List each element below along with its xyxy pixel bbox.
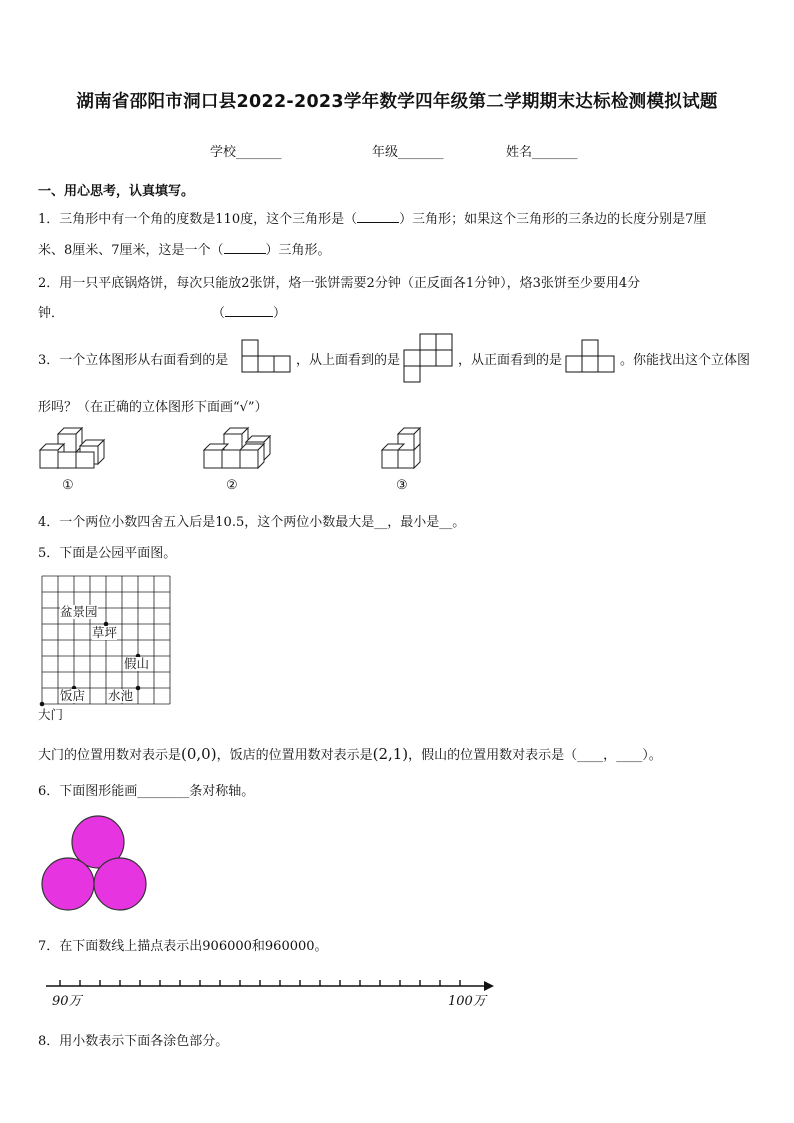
circle-bottom-right [94, 858, 146, 910]
q4-min-blank[interactable]: __ [439, 515, 453, 530]
front-view-figure [564, 338, 618, 374]
option-2-label: ② [226, 478, 238, 493]
q5-text-c: ，饭店的位置用数对表示是 [216, 748, 373, 763]
q5-comma: ， [603, 748, 617, 763]
question-1-line-2 [38, 239, 331, 258]
q5-text-e: ）。 [642, 748, 662, 763]
map-label-caoping: 草坪 [92, 625, 118, 640]
question-2-line-1: 2．用一只平底锅烙饼，每次只能放2张饼，烙一张饼需要2分钟（正反面各1分钟），烙3张饼至少要用4分 [38, 276, 641, 291]
q5-text-d: ，假山的位置用数对表示是（ [408, 748, 578, 763]
q4-text-b: ，最小是 [387, 515, 440, 530]
q7-text: 7．在下面数线上描点表示出906000和960000。 [38, 939, 328, 954]
section-heading: 一、用心思考，认真填写。 [38, 184, 195, 199]
map-label-shuichi: 水池 [108, 688, 134, 703]
q3-text-b: ，从上面看到的是 [296, 353, 401, 368]
q5-text-b: 大门的位置用数对表示是 [38, 748, 182, 763]
q5-text-a: 5．下面是公园平面图。 [38, 546, 177, 561]
option-3-label: ③ [396, 478, 408, 493]
q5-pair-restaurant: (2,1) [372, 745, 409, 763]
school-blank[interactable]: _______ [236, 145, 282, 160]
q2-answer-blank[interactable] [225, 304, 273, 321]
page-title: 湖南省邵阳市洞口县2022-2023学年数学四年级第二学期期末达标检测模拟试题 [76, 92, 718, 112]
q1-text-b: ）三角形；如果这个三角形的三条边的长度分别是7厘 [399, 212, 707, 227]
q2-answer [212, 302, 286, 321]
grade-blank[interactable]: _______ [398, 145, 444, 160]
question-2-line-2: 钟． [38, 306, 65, 321]
map-label-jiashan: 假山 [124, 656, 150, 671]
q1-text-c: 米、8厘米、7厘米，这是一个（ [38, 243, 224, 258]
option-1-label: ① [62, 478, 74, 493]
option-3-solid[interactable] [378, 424, 438, 474]
q4-text-a: 4．一个两位小数四舍五入后是10.5，这个两位小数最大是 [38, 515, 375, 530]
name-blank[interactable]: _______ [532, 145, 578, 160]
question-4 [38, 511, 465, 530]
grade-label: 年级 [372, 145, 399, 160]
question-6 [38, 780, 254, 799]
park-map-grid [36, 572, 176, 724]
school-label: 学校 [210, 145, 237, 160]
number-line-right-label: 100万 [448, 994, 486, 1009]
name-field [506, 141, 578, 160]
q5-blank-x[interactable]: ____ [577, 748, 604, 763]
q3-text-d: 。你能找出这个立体图 [620, 353, 751, 368]
map-label-damen: 大门 [38, 707, 64, 722]
number-line[interactable] [40, 970, 500, 1014]
grade-field [372, 141, 444, 160]
circle-bottom-left [42, 858, 94, 910]
question-1-line-1 [38, 208, 706, 227]
q5-blank-y[interactable]: ____ [616, 748, 643, 763]
q6-text-b: 条对称轴。 [189, 784, 255, 799]
q6-text-a: 6．下面图形能画 [38, 784, 138, 799]
q4-max-blank[interactable]: __ [374, 515, 388, 530]
right-view-figure [240, 338, 294, 374]
q8-text: 8．用小数表示下面各涂色部分。 [38, 1034, 229, 1049]
map-label-penjing: 盆景园 [60, 604, 98, 619]
name-label: 姓名 [506, 145, 533, 160]
q3-text-e: 形吗？（在正确的立体图形下面画“√”） [38, 400, 268, 415]
q4-text-c: 。 [452, 515, 466, 530]
q1-answer-blank-2[interactable] [224, 241, 266, 258]
q1-answer-blank-1[interactable] [357, 210, 399, 227]
school-field [210, 141, 282, 160]
number-line-left-label: 90万 [52, 994, 82, 1009]
q1-text-d: ）三角形。 [265, 243, 331, 258]
q2-paren-open: （ [212, 306, 226, 321]
option-1-solid[interactable] [36, 424, 108, 474]
q1-text-a: 1．三角形中有一个角的度数是110度，这个三角形是（ [38, 212, 358, 227]
q6-blank[interactable]: ________ [137, 784, 190, 799]
top-view-figure [402, 332, 456, 384]
q2-paren-close: ） [273, 306, 287, 321]
question-5-answer-line [38, 744, 662, 763]
map-label-fandian: 饭店 [60, 688, 86, 703]
three-circles-figure [38, 812, 150, 914]
q3-text-a: 3．一个立体图形从右面看到的是 [38, 353, 229, 368]
q5-pair-gate: (0,0) [181, 745, 217, 763]
q3-text-c: ，从正面看到的是 [458, 353, 563, 368]
option-2-solid[interactable] [200, 424, 276, 474]
